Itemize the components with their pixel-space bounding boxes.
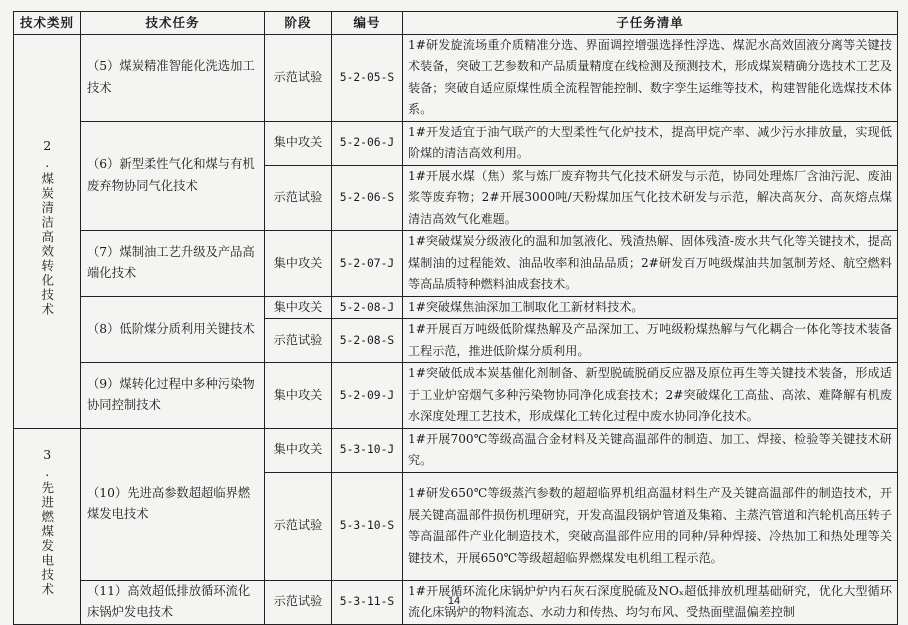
stage-cell: 示范试验 [265,580,332,624]
table-header-row [14,12,898,35]
table-row [14,121,898,165]
header-stage: 阶段 [265,12,332,35]
code-cell: 5-2-09-J [332,363,403,429]
stage-cell: 示范试验 [265,319,332,363]
subtask-cell: 1#开展700℃等级高温合金材料及关键高温部件的制造、加工、焊接、检验等关键技术研究。 [403,428,898,472]
header-task: 技术任务 [81,12,265,35]
stage-cell: 示范试验 [265,472,332,580]
code-cell: 5-3-10-S [332,472,403,580]
stage-cell: 集中攻关 [265,231,332,297]
code-cell: 5-2-06-J [332,121,403,165]
subtask-cell: 1#开展循环流化床锅炉炉内石灰石深度脱硫及NOₓ超低排放机理基础研究，优化大型循环流化床锅炉的物料流态、水动力和传热、均匀布风、受热面壁温偏差控制 [403,580,898,624]
category-label: 2.煤炭清洁高效转化技术 [39,137,55,317]
stage-cell: 集中攻关 [265,428,332,472]
task-cell: （6）新型柔性气化和煤与有机废弃物协同气化技术 [81,121,265,231]
stage-cell: 集中攻关 [265,121,332,165]
subtask-cell: 1#突破煤焦油深加工制取化工新材料技术。 [403,296,898,319]
code-cell: 5-3-11-S [332,580,403,624]
subtask-cell: 1#开展百万吨级低阶煤热解及产品深加工、万吨级粉煤热解与气化耦合一体化等技术装备工程示范，推进低阶煤分质利用。 [403,319,898,363]
task-cell: （5）煤炭精准智能化洗选加工技术 [81,34,265,121]
table-row [14,34,898,121]
header-category: 技术类别 [14,12,81,35]
table-row [14,363,898,429]
table-row [14,296,898,319]
subtask-cell: 1#开发适宜于油气联产的大型柔性气化炉技术，提高甲烷产率、减少污水排放量，实现低阶煤的清洁高效利用。 [403,121,898,165]
subtask-cell: 1#研发旋流场重介质精准分选、界面调控增强选择性浮选、煤泥水高效固液分离等关键技术装备，突破工艺参数和产品质量精度在线检测及预测技术，形成煤炭精确分选技术工艺及装备；突破自适应原煤性质全流程智能控制、数字孪生运维等技术，构建智能化选煤技术体系。 [403,34,898,121]
stage-cell: 集中攻关 [265,363,332,429]
subtask-cell: 1#突破低成本炭基催化剂制备、新型脱硫脱硝反应器及原位再生等关键技术装备，形成适于工业炉窑烟气多种污染物协同净化成套技术；2#突破煤化工高盐、高浓、难降解有机废水深度处理工艺技术，形成煤化工转化过程中废水协同净化技术。 [403,363,898,429]
table-row [14,428,898,472]
code-cell: 5-2-07-J [332,231,403,297]
subtask-cell: 1#研发650℃等级蒸汽参数的超超临界机组高温材料生产及关键高温部件的制造技术，开展关键高温部件损伤机理研究，开发高温段锅炉管道及集箱、主蒸汽管道和汽轮机高压转子等高温部件产业化制造技术，突破高温部件应用的同种/异种焊接、冷热加工和热处理等关键技术，开展650℃等级超超临界燃煤发电机组工程示范。 [403,472,898,580]
code-cell: 5-2-08-J [332,296,403,319]
code-cell: 5-3-10-J [332,428,403,472]
code-cell: 5-2-05-S [332,34,403,121]
category-cell [14,34,81,428]
table-row [14,231,898,297]
task-cell: （7）煤制油工艺升级及产品高端化技术 [81,231,265,297]
subtask-cell: 1#开展水煤（焦）浆与炼厂废弃物共气化技术研发与示范，协同处理炼厂含油污泥、废油浆等废弃物；2#开展3000吨/天粉煤加压气化技术研发与示范，解决高灰分、高灰熔点煤清洁高效气化难题。 [403,165,898,231]
stage-cell: 示范试验 [265,34,332,121]
task-cell: （10）先进高参数超超临界燃煤发电技术 [81,428,265,580]
subtask-cell: 1#突破煤炭分级液化的温和加氢液化、残渣热解、固体残渣-废水共气化等关键技术，提高煤制油的过程能效、油品收率和油品品质；2#研发百万吨级煤油共加氢制芳烃、航空燃料等高品质特种燃料油成套技术。 [403,231,898,297]
task-cell: （11）高效超低排放循环流化床锅炉发电技术 [81,580,265,624]
header-subtasks: 子任务清单 [403,12,898,35]
tech-task-table [13,11,898,625]
code-cell: 5-2-06-S [332,165,403,231]
code-cell: 5-2-08-S [332,319,403,363]
category-label: 3.先进燃煤发电技术 [39,447,55,598]
header-code: 编号 [332,12,403,35]
page-number: 14 [447,595,461,607]
task-cell: （8）低阶煤分质利用关键技术 [81,296,265,363]
stage-cell: 示范试验 [265,165,332,231]
stage-cell: 集中攻关 [265,296,332,319]
task-cell: （9）煤转化过程中多种污染物协同控制技术 [81,363,265,429]
